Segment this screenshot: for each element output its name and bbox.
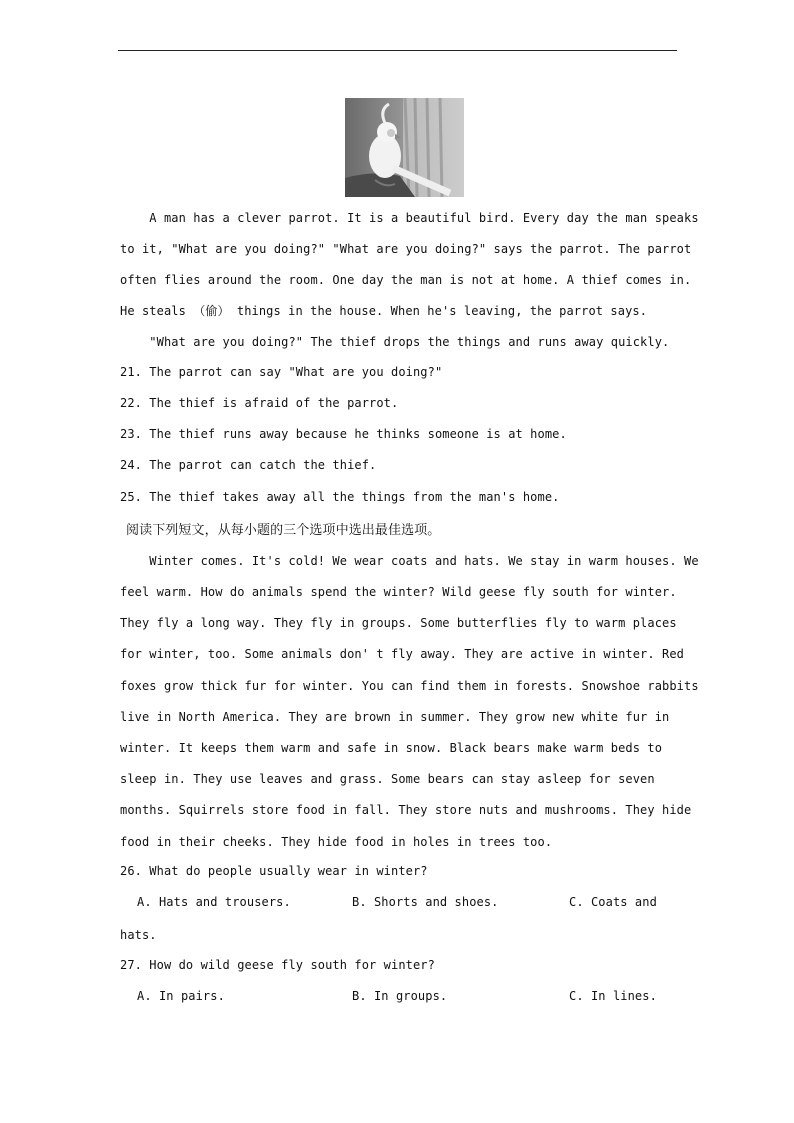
question-27-option-b[interactable]: B. In groups. bbox=[352, 989, 448, 1003]
passage1-line: often flies around the room. One day the man is not at home. A thief comes in. bbox=[120, 273, 692, 287]
question-26-option-a[interactable]: A. Hats and trousers. bbox=[137, 895, 291, 909]
question-26-option-c[interactable]: C. Coats and bbox=[569, 895, 657, 909]
passage2-line: winter. It keeps them warm and safe in snow. Black bears make warm beds to bbox=[120, 741, 663, 755]
question-27-stem: 27. How do wild geese fly south for winter? bbox=[120, 958, 435, 972]
passage2-line: feel warm. How do animals spend the winter? Wild geese fly south for winter. bbox=[120, 585, 677, 599]
passage2-line: months. Squirrels store food in fall. They store nuts and mushrooms. They hide bbox=[120, 803, 692, 817]
passage2-line: Winter comes. It's cold! We wear coats and hats. We stay in warm houses. We bbox=[120, 554, 699, 568]
passage2-line: live in North America. They are brown in summer. They grow new white fur in bbox=[120, 710, 670, 724]
passage2-line: food in their cheeks. They hide food in holes in trees too. bbox=[120, 835, 553, 849]
question-27-option-c[interactable]: C. In lines. bbox=[569, 989, 657, 1003]
statement-24: 24. The parrot can catch the thief. bbox=[120, 458, 377, 472]
statement-21: 21. The parrot can say "What are you doing?" bbox=[120, 365, 443, 379]
statement-25: 25. The thief takes away all the things from the man's home. bbox=[120, 490, 560, 504]
passage1-line: "What are you doing?" The thief drops the things and runs away quickly. bbox=[120, 335, 670, 349]
header-rule bbox=[118, 50, 677, 51]
passage2-line: They fly a long way. They fly in groups. Some butterflies fly to warm places bbox=[120, 616, 677, 630]
passage2-line: for winter, too. Some animals don' t fly away. They are active in winter. Red bbox=[120, 647, 684, 661]
passage2-line: foxes grow thick fur for winter. You can find them in forests. Snowshoe rabbits bbox=[120, 679, 699, 693]
statement-22: 22. The thief is afraid of the parrot. bbox=[120, 396, 399, 410]
question-27-option-a[interactable]: A. In pairs. bbox=[137, 989, 225, 1003]
passage1-line: A man has a clever parrot. It is a beautiful bird. Every day the man speaks bbox=[120, 211, 699, 225]
question-26-option-b[interactable]: B. Shorts and shoes. bbox=[352, 895, 499, 909]
question-26-stem: 26. What do people usually wear in winter? bbox=[120, 864, 428, 878]
question-26-option-c-continuation: hats. bbox=[120, 928, 157, 942]
passage1-line: He steals （偷） things in the house. When he's leaving, the parrot says. bbox=[120, 304, 648, 318]
passage2-line: sleep in. They use leaves and grass. Some bears can stay asleep for seven bbox=[120, 772, 655, 786]
passage1-line: to it, "What are you doing?" "What are you doing?" says the parrot. The parrot bbox=[120, 242, 692, 256]
statement-23: 23. The thief runs away because he thinks someone is at home. bbox=[120, 427, 567, 441]
parrot-photo bbox=[345, 98, 464, 197]
section-instruction: 阅读下列短文，从每小题的三个选项中选出最佳选项。 bbox=[126, 523, 441, 538]
